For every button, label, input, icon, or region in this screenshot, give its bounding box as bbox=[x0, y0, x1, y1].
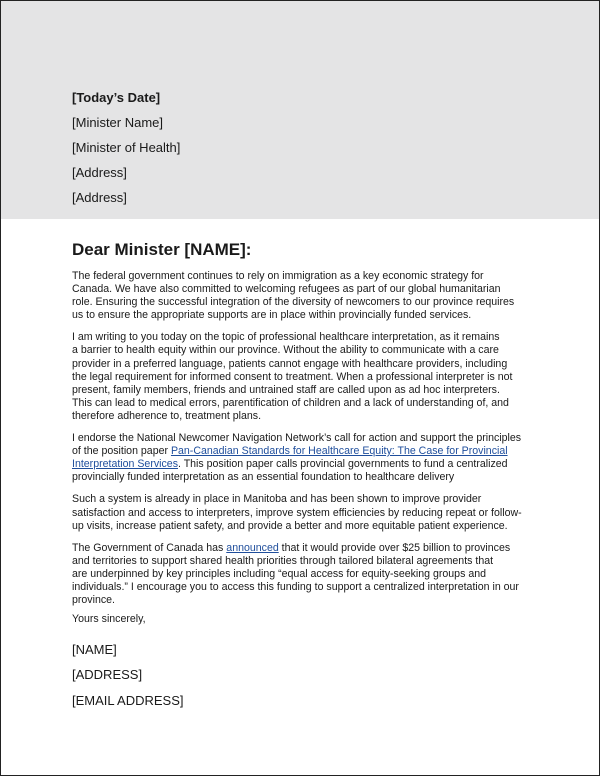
text-line: I endorse the National Newcomer Navigation Network’s call for action and support the principles bbox=[72, 432, 522, 445]
text-line: the legal requirement for informed consent to treatment. When a professional interpreter is not bbox=[72, 370, 513, 383]
text-line: I am writing to you today on the topic of professional healthcare interpretation, as it remains bbox=[72, 331, 500, 344]
signature-email: [EMAIL ADDRESS] bbox=[72, 693, 184, 708]
text-line: therefore adherence to, treatment plans. bbox=[72, 409, 262, 422]
text-line: Canada. We have also committed to welcoming refugees as part of our global humanitarian bbox=[72, 283, 501, 296]
text-fragment: . This position paper calls provincial governments to fund a centralized bbox=[178, 458, 508, 471]
text-line: provincially funded interpretation as an essential foundation to healthcare delivery bbox=[72, 471, 455, 484]
signature-address: [ADDRESS] bbox=[72, 667, 143, 682]
position-paper-link-continued[interactable]: Interpretation Services bbox=[72, 458, 178, 471]
minister-name: [Minister Name] bbox=[72, 115, 164, 130]
text-line bbox=[72, 445, 534, 458]
text-fragment: that it would provide over $25 billion to provinces bbox=[278, 541, 511, 554]
letter-body bbox=[72, 270, 534, 616]
salutation: Dear Minister [NAME]: bbox=[72, 240, 252, 259]
text-fragment: of the position paper bbox=[72, 445, 171, 458]
text-fragment: The Government of Canada has bbox=[72, 541, 227, 554]
text-line: Such a system is already in place in Manitoba and has been shown to improve provider bbox=[72, 493, 482, 506]
text-line: us to ensure the appropriate supports are in place within provincially funded services. bbox=[72, 309, 472, 322]
header-band bbox=[1, 1, 599, 219]
text-line: a barrier to health equity within our province. Without the ability to communicate with a care bbox=[72, 344, 499, 357]
text-line bbox=[72, 458, 534, 471]
text-line: present, family members, friends and untrained staff are called upon as ad hoc interpreters. bbox=[72, 383, 500, 396]
text-line: provider in a preferred language, patients cannot engage with healthcare providers, including bbox=[72, 357, 508, 370]
position-paper-link[interactable]: Pan-Canadian Standards for Healthcare Equity: The Case for Provincial bbox=[170, 445, 508, 458]
paragraph-2 bbox=[72, 331, 534, 423]
text-line: are underpinned by key principles including “equal access for equity-seeking groups and bbox=[72, 567, 486, 580]
text-line: individuals.” I encourage you to access this funding to support a centralized interpretation in our bbox=[72, 580, 519, 593]
text-line bbox=[72, 542, 534, 555]
paragraph-1 bbox=[72, 270, 534, 322]
paragraph-4 bbox=[72, 493, 534, 532]
address-line-2: [Address] bbox=[72, 190, 127, 205]
closing: Yours sincerely, bbox=[72, 613, 146, 625]
paragraph-5 bbox=[72, 542, 534, 607]
text-line: province. bbox=[72, 594, 115, 607]
text-line: and territories to support shared health priorities through tailored bilateral agreements that bbox=[72, 554, 494, 567]
paragraph-3 bbox=[72, 432, 534, 484]
address-line-1: [Address] bbox=[72, 165, 127, 180]
text-line: This can lead to medical errors, parentification of children and a lack of understanding of, and bbox=[72, 396, 509, 409]
announced-link[interactable]: announced bbox=[226, 541, 279, 554]
text-line: up visits, increase patient safety, and provide a better and more equitable patient experience. bbox=[72, 519, 508, 532]
text-line: satisfaction and access to interpreters, improve system efficiencies by reducing repeat or follow- bbox=[72, 506, 522, 519]
minister-title: [Minister of Health] bbox=[72, 140, 181, 155]
text-line: role. Ensuring the successful integration of the diversity of newcomers to our province requires bbox=[72, 296, 515, 309]
signature-name: [NAME] bbox=[72, 642, 117, 657]
text-line: The federal government continues to rely on immigration as a key economic strategy for bbox=[72, 270, 484, 282]
date-line: [Today’s Date] bbox=[72, 90, 161, 105]
